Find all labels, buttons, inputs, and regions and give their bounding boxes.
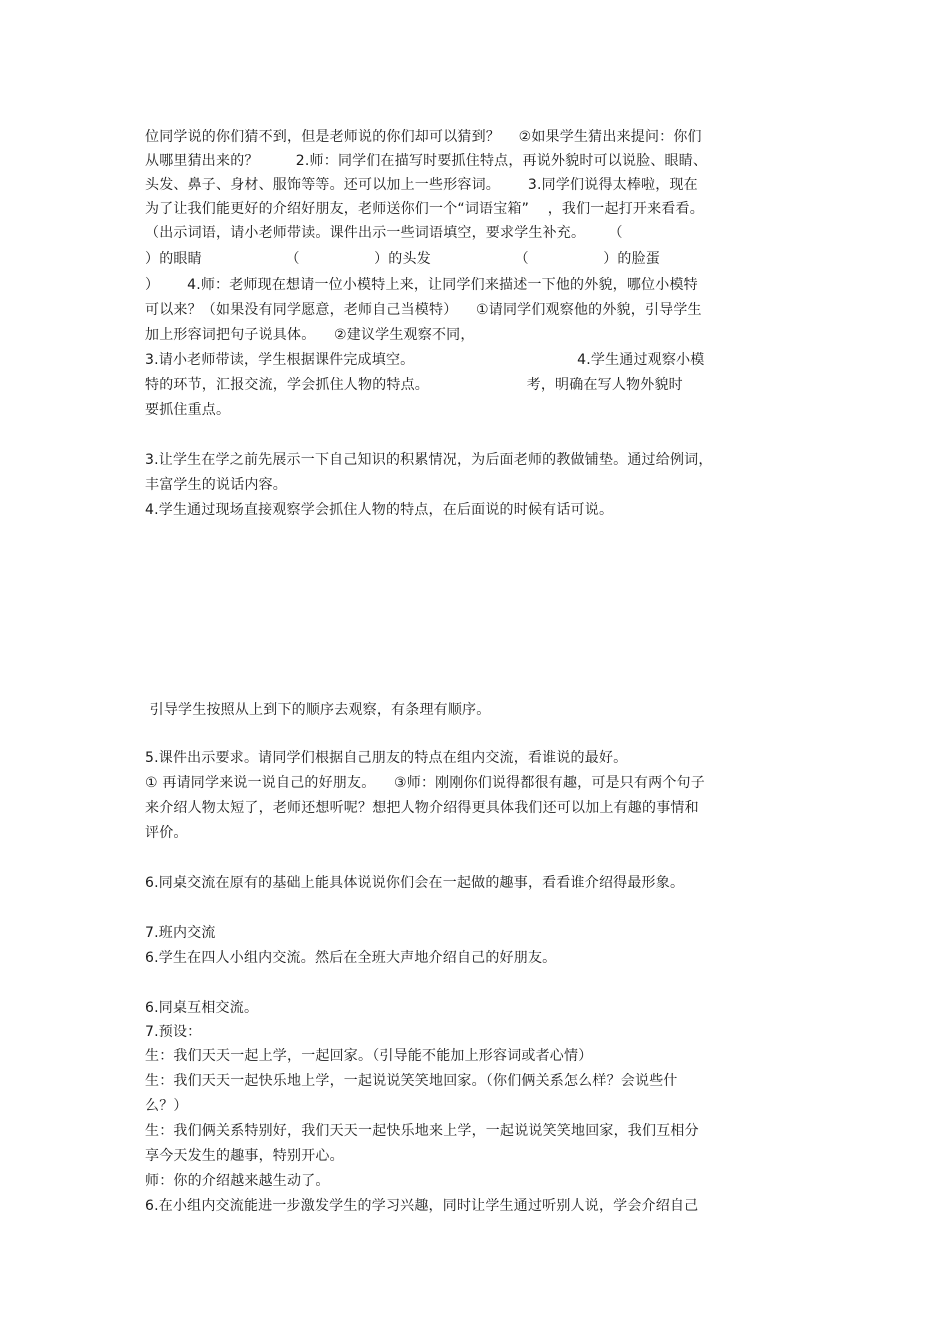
text-line: ）的眼睛 （ ）的头发 （ ）的脸蛋 — [145, 251, 661, 267]
text-line: 要抓住重点。 — [145, 402, 231, 418]
text-line: 位同学说的你们猜不到，但是老师说的你们却可以猜到？ ②如果学生猜出来提问：你们 — [145, 129, 702, 145]
text-line: 6.同桌互相交流。 — [145, 1000, 259, 1016]
text-line: 从哪里猜出来的？ 2.师：同学们在描写时要抓住特点，再说外貌时可以说脸、眼睛、 — [145, 153, 708, 169]
text-line: 5.课件出示要求。请同学们根据自己朋友的特点在组内交流，看谁说的最好。 — [145, 750, 628, 766]
text-line: 7.预设： — [145, 1024, 202, 1040]
text-line: 6.学生在四人小组内交流。然后在全班大声地介绍自己的好朋友。 — [145, 950, 557, 966]
text-line: 6.同桌交流在原有的基础上能具体说说你们会在一起做的趣事，看看谁介绍得最形象。 — [145, 875, 685, 891]
text-line: 头发、鼻子、身材、服饰等等。还可以加上一些形容词。 3.同学们说得太棒啦，现在 — [145, 177, 698, 193]
text-line: 加上形容词把句子说具体。 ②建议学生观察不同， — [145, 327, 475, 343]
text-line: （出示词语，请小老师带读。课件出示一些词语填空，要求学生补充。 （ — [145, 225, 623, 241]
text-line: ① 再请同学来说一说自己的好朋友。 ③师：刚刚你们说得都很有趣，可是只有两个句子 — [145, 775, 705, 791]
text-line: 3.请小老师带读，学生根据课件完成填空。 4.学生通过观察小模 — [145, 352, 705, 368]
text-line: 为了让我们能更好的介绍好朋友，老师送你们一个“词语宝箱” ，我们一起打开来看看。 — [145, 201, 704, 217]
text-line: 7.班内交流 — [145, 925, 216, 941]
text-line: 生：我们天天一起上学，一起回家。（引导能不能加上形容词或者心情） — [145, 1048, 593, 1064]
text-line: 来介绍人物太短了，老师还想听呢？想把人物介绍得更具体我们还可以加上有趣的事情和 — [145, 800, 699, 816]
text-line: 么？） — [145, 1098, 188, 1114]
text-line: 师：你的介绍越来越生动了。 — [145, 1173, 330, 1189]
text-line: 引导学生按照从上到下的顺序去观察，有条理有顺序。 — [145, 702, 491, 718]
text-line: 评价。 — [145, 825, 188, 841]
text-line: 3.让学生在学之前先展示一下自己知识的积累情况，为后面老师的教做铺垫。通过给例词， — [145, 452, 713, 468]
text-line: 丰富学生的说话内容。 — [145, 477, 287, 493]
text-line: 6.在小组内交流能进一步激发学生的学习兴趣，同时让学生通过听别人说，学会介绍自己 — [145, 1198, 699, 1214]
text-line: 享今天发生的趣事，特别开心。 — [145, 1148, 344, 1164]
text-line: 特的环节，汇报交流，学会抓住人物的特点。 考，明确在写人物外貌时 — [145, 377, 683, 393]
text-line: ） 4.师：老师现在想请一位小模特上来，让同学们来描述一下他的外貌，哪位小模特 — [145, 277, 698, 293]
text-line: 可以来？（如果没有同学愿意，老师自己当模特） ①请同学们观察他的外貌，引导学生 — [145, 302, 702, 318]
text-line: 4.学生通过现场直接观察学会抓住人物的特点，在后面说的时候有话可说。 — [145, 502, 614, 518]
text-line: 生：我们俩关系特别好，我们天天一起快乐地来上学，一起说说笑笑地回家，我们互相分 — [145, 1123, 699, 1139]
text-line: 生：我们天天一起快乐地上学，一起说说笑笑地回家。（你们俩关系怎么样？会说些什 — [145, 1073, 678, 1089]
